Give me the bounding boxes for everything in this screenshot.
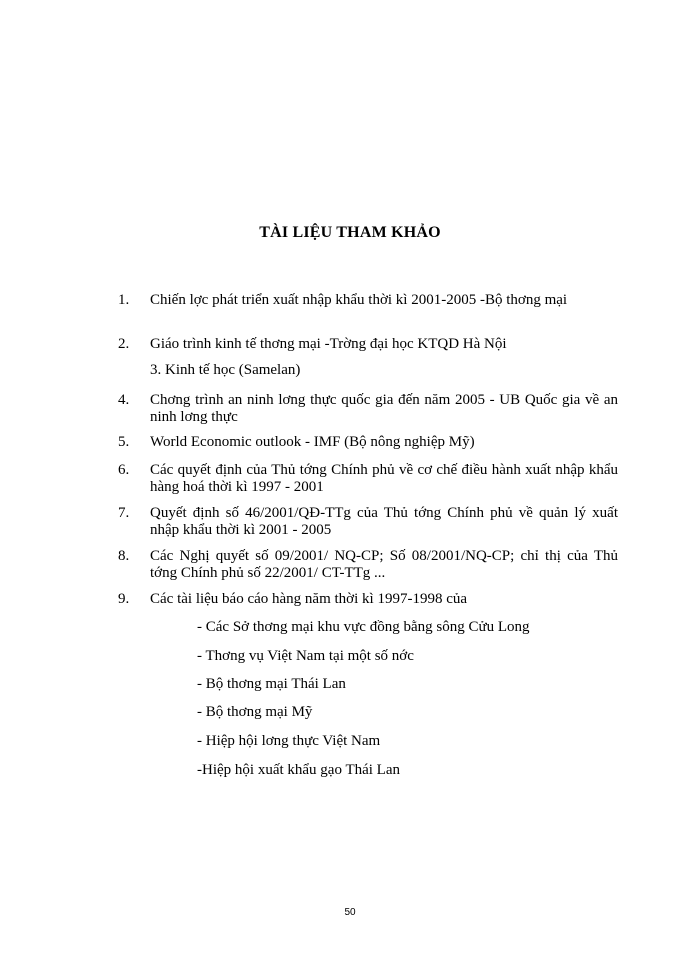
sub-item-3: - Bộ thơng mại Thái Lan: [197, 676, 346, 692]
reference-text: Các Nghị quyết số 09/2001/ NQ-CP; Số 08/2001/NQ-CP; chỉ thị của Thủ tớng Chính phủ số 22/2001/ CT-TTg ...: [150, 548, 618, 581]
sub-item-5: - Hiệp hội lơng thực Việt Nam: [197, 733, 381, 749]
reference-number: 1.: [118, 292, 130, 308]
reference-number: 5.: [118, 434, 130, 450]
reference-number: 9.: [118, 591, 130, 607]
sub-item-4: - Bộ thơng mại Mỹ: [197, 704, 313, 720]
reference-item-3: 3. Kinh tế học (Samelan): [150, 362, 301, 378]
sub-item-1: - Các Sở thơng mại khu vực đồng bằng sông Cửu Long: [197, 619, 530, 635]
reference-number: 4.: [118, 392, 130, 408]
sub-item-6: -Hiệp hội xuất khẩu gạo Thái Lan: [197, 762, 400, 778]
reference-text: Các quyết định của Thủ tớng Chính phủ về cơ chế điều hành xuất nhập khẩu hàng hoá thời kì 1997 - 2001: [150, 462, 618, 495]
reference-number: 8.: [118, 548, 130, 564]
sub-item-2: - Thơng vụ Việt Nam tại một số nớc: [197, 648, 414, 664]
reference-text: World Economic outlook - IMF (Bộ nông nghiệp Mỹ): [150, 434, 475, 450]
page-title: TÀI LIỆU THAM KHẢO: [259, 224, 441, 241]
reference-text: Quyết định số 46/2001/QĐ-TTg của Thủ tớng Chính phủ về quản lý xuất nhập khẩu thời kì 2001 - 2005: [150, 505, 618, 538]
page-number: 50: [344, 907, 356, 918]
reference-number: 7.: [118, 505, 130, 521]
reference-text: Chơng trình an ninh lơng thực quốc gia đến năm 2005 - UB Quốc gia về an ninh lơng thực: [150, 392, 618, 425]
reference-text: Giáo trình kinh tế thơng mại -Trờng đại học KTQD Hà Nội: [150, 336, 507, 352]
reference-number: 2.: [118, 336, 130, 352]
reference-text: Chiến lợc phát triển xuất nhập khẩu thời kì 2001-2005 -Bộ thơng mại: [150, 292, 568, 308]
reference-number: 6.: [118, 462, 130, 478]
reference-text: Các tài liệu báo cáo hàng năm thời kì 1997-1998 của: [150, 591, 468, 607]
